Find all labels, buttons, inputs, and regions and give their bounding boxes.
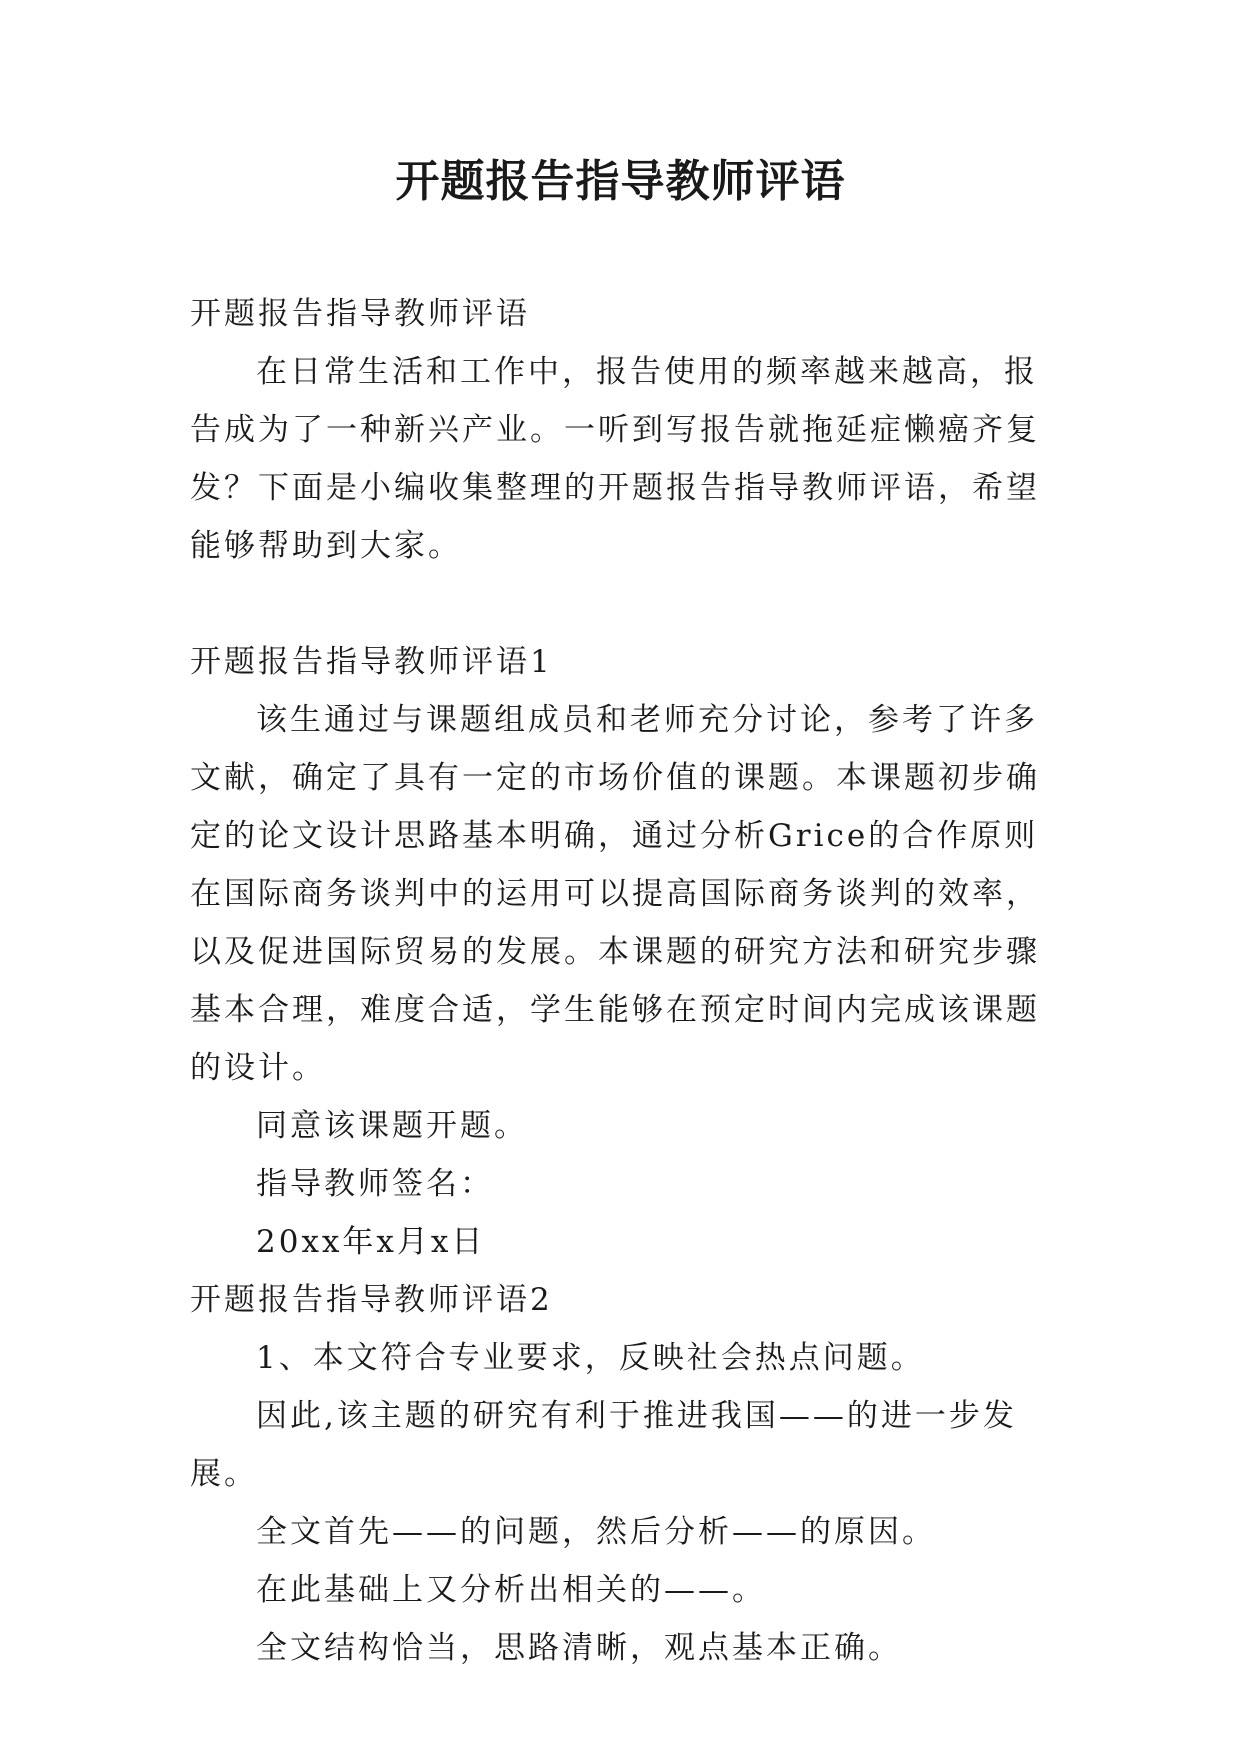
section2-line3: 全文首先——的问题，然后分析——的原因。 [256, 1514, 936, 1550]
page-title: 开题报告指导教师评语 [395, 156, 846, 207]
intro-heading: 开题报告指导教师评语 [190, 296, 530, 332]
section2-line5: 全文结构恰当，思路清晰，观点基本正确。 [256, 1630, 902, 1666]
section2-line1: 1、本文符合专业要求，反映社会热点问题。 [256, 1340, 925, 1376]
spacer [190, 575, 1050, 633]
intro-paragraph: 在日常生活和工作中，报告使用的频率越来越高，报告成为了一种新兴产业。一听到写报告就拖延症懒癌齐复发？下面是小编收集整理的开题报告指导教师评语，希望能够帮助到大家。 [190, 354, 1040, 564]
section1-agree: 同意该课题开题。 [256, 1108, 528, 1144]
section2-line2: 因此,该主题的研究有利于推进我国——的进一步发展。 [190, 1398, 1017, 1492]
section1-paragraph: 该生通过与课题组成员和老师充分讨论，参考了许多文献，确定了具有一定的市场价值的课题。本课题初步确定的论文设计思路基本明确，通过分析Grice的合作原则在国际商务谈判中的运用可以提高国际商务谈判的效率，以及促进国际贸易的发展。本课题的研究方法和研究步骤基本合理，难度合适，学生能够在预定时间内完成该课题的设计。 [190, 702, 1040, 1086]
section1-date: 20xx年x月x日 [256, 1224, 486, 1260]
section1-signature: 指导教师签名： [256, 1166, 494, 1202]
section2-line4: 在此基础上又分析出相关的——。 [256, 1572, 766, 1608]
section2-heading: 开题报告指导教师评语2 [190, 1282, 553, 1318]
document-body [190, 285, 1050, 1677]
section1-heading: 开题报告指导教师评语1 [190, 644, 553, 680]
